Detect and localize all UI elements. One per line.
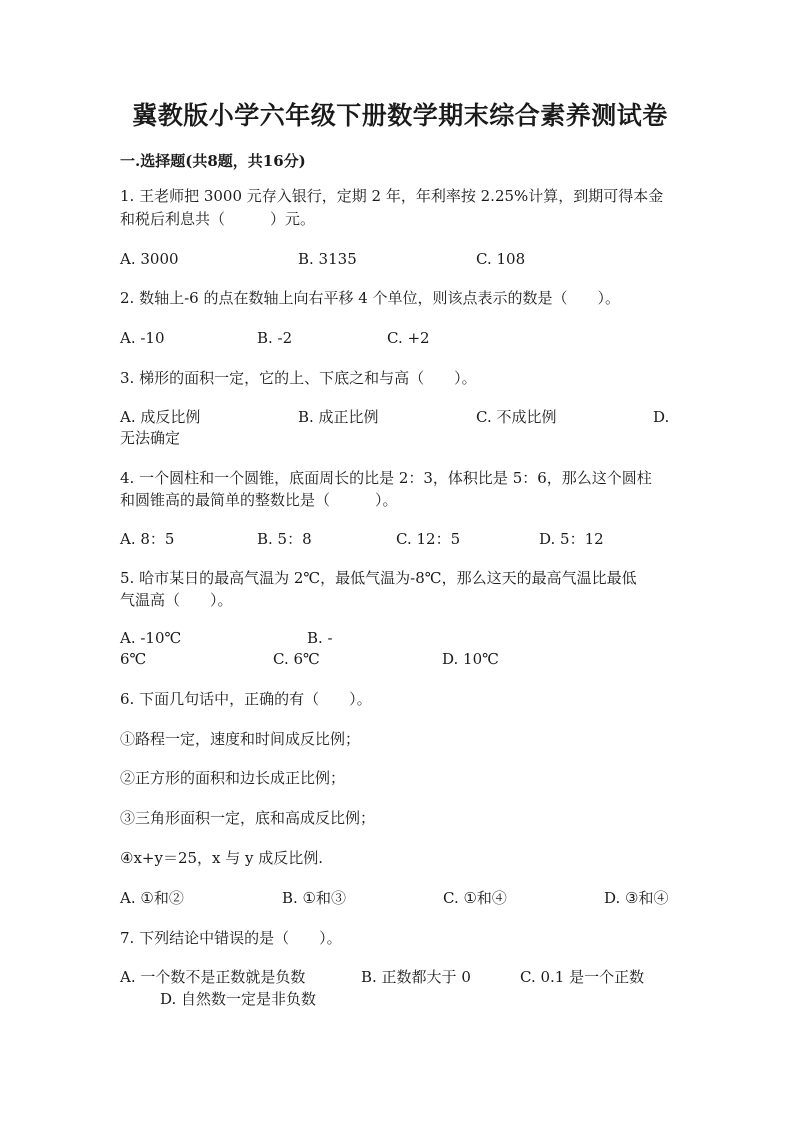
question-5-line-2: 气温高（ ）。 bbox=[120, 591, 233, 609]
question-5-option-c: C. 6℃ bbox=[273, 650, 320, 668]
question-7-option-b: B. 正数都大于 0 bbox=[361, 968, 471, 986]
question-4-option-a: A. 8：5 bbox=[120, 530, 175, 548]
question-1-option-a: A. 3000 bbox=[120, 250, 179, 268]
question-3-option-d-text: 无法确定 bbox=[120, 429, 181, 447]
question-2-option-b: B. -2 bbox=[257, 329, 293, 347]
section-heading: 一.选择题(共8题，共16分) bbox=[120, 152, 306, 170]
question-3-option-a: A. 成反比例 bbox=[120, 408, 201, 426]
question-6-option-c: C. ①和④ bbox=[443, 889, 507, 907]
question-1-option-c: C. 108 bbox=[476, 250, 526, 268]
question-7-option-d: D. 自然数一定是非负数 bbox=[160, 990, 317, 1008]
question-6-option-d: D. ③和④ bbox=[604, 889, 669, 907]
question-6-statement-4: ④x+y＝25，x 与 y 成反比例. bbox=[120, 849, 324, 867]
question-5-option-a: A. -10℃ bbox=[120, 629, 182, 647]
question-4-line-1: 4. 一个圆柱和一个圆锥，底面周长的比是 2：3，体积比是 5：6，那么这个圆柱 bbox=[120, 469, 652, 487]
question-6-line-1: 6. 下面几句话中，正确的有（ ）。 bbox=[120, 690, 372, 708]
question-7-line-1: 7. 下列结论中错误的是（ ）。 bbox=[120, 929, 342, 947]
question-4-option-b: B. 5：8 bbox=[257, 530, 312, 548]
question-5-option-b: B. - bbox=[307, 629, 333, 647]
question-6-option-b: B. ①和③ bbox=[282, 889, 347, 907]
question-6-statement-3: ③三角形面积一定，底和高成反比例； bbox=[120, 809, 376, 827]
question-5-line-1: 5. 哈市某日的最高气温为 2℃，最低气温为-8℃，那么这天的最高气温比最低 bbox=[120, 569, 637, 587]
question-2-line-1: 2. 数轴上-6 的点在数轴上向右平移 4 个单位，则该点表示的数是（ ）。 bbox=[120, 289, 621, 307]
question-2-option-a: A. -10 bbox=[120, 329, 165, 347]
question-3-option-c: C. 不成比例 bbox=[476, 408, 557, 426]
question-3-option-d: D. bbox=[653, 408, 670, 426]
question-1-line-2: 和税后利息共（ ）元。 bbox=[120, 210, 316, 228]
question-1-line-1: 1. 王老师把 3000 元存入银行，定期 2 年，年利率按 2.25%计算，到期可得本金 bbox=[120, 187, 664, 205]
question-2-option-c: C. +2 bbox=[387, 329, 430, 347]
question-4-option-d: D. 5：12 bbox=[539, 530, 604, 548]
question-5-option-d: D. 10℃ bbox=[442, 650, 499, 668]
question-1-option-b: B. 3135 bbox=[298, 250, 357, 268]
question-6-statement-1: ①路程一定，速度和时间成反比例； bbox=[120, 730, 361, 748]
question-7-option-a: A. 一个数不是正数就是负数 bbox=[120, 968, 306, 986]
question-6-option-a: A. ①和② bbox=[120, 889, 184, 907]
question-3-line-1: 3. 梯形的面积一定，它的上、下底之和与高（ ）。 bbox=[120, 369, 477, 387]
question-4-option-c: C. 12：5 bbox=[396, 530, 461, 548]
question-7-option-c: C. 0.1 是一个正数 bbox=[520, 968, 645, 986]
question-6-statement-2: ②正方形的面积和边长成正比例； bbox=[120, 769, 346, 787]
page-title: 冀教版小学六年级下册数学期末综合素养测试卷 bbox=[132, 101, 668, 130]
question-5-option-b-cont: 6℃ bbox=[120, 650, 147, 668]
question-4-line-2: 和圆锥高的最简单的整数比是（ ）。 bbox=[120, 491, 398, 509]
question-3-option-b: B. 成正比例 bbox=[298, 408, 379, 426]
